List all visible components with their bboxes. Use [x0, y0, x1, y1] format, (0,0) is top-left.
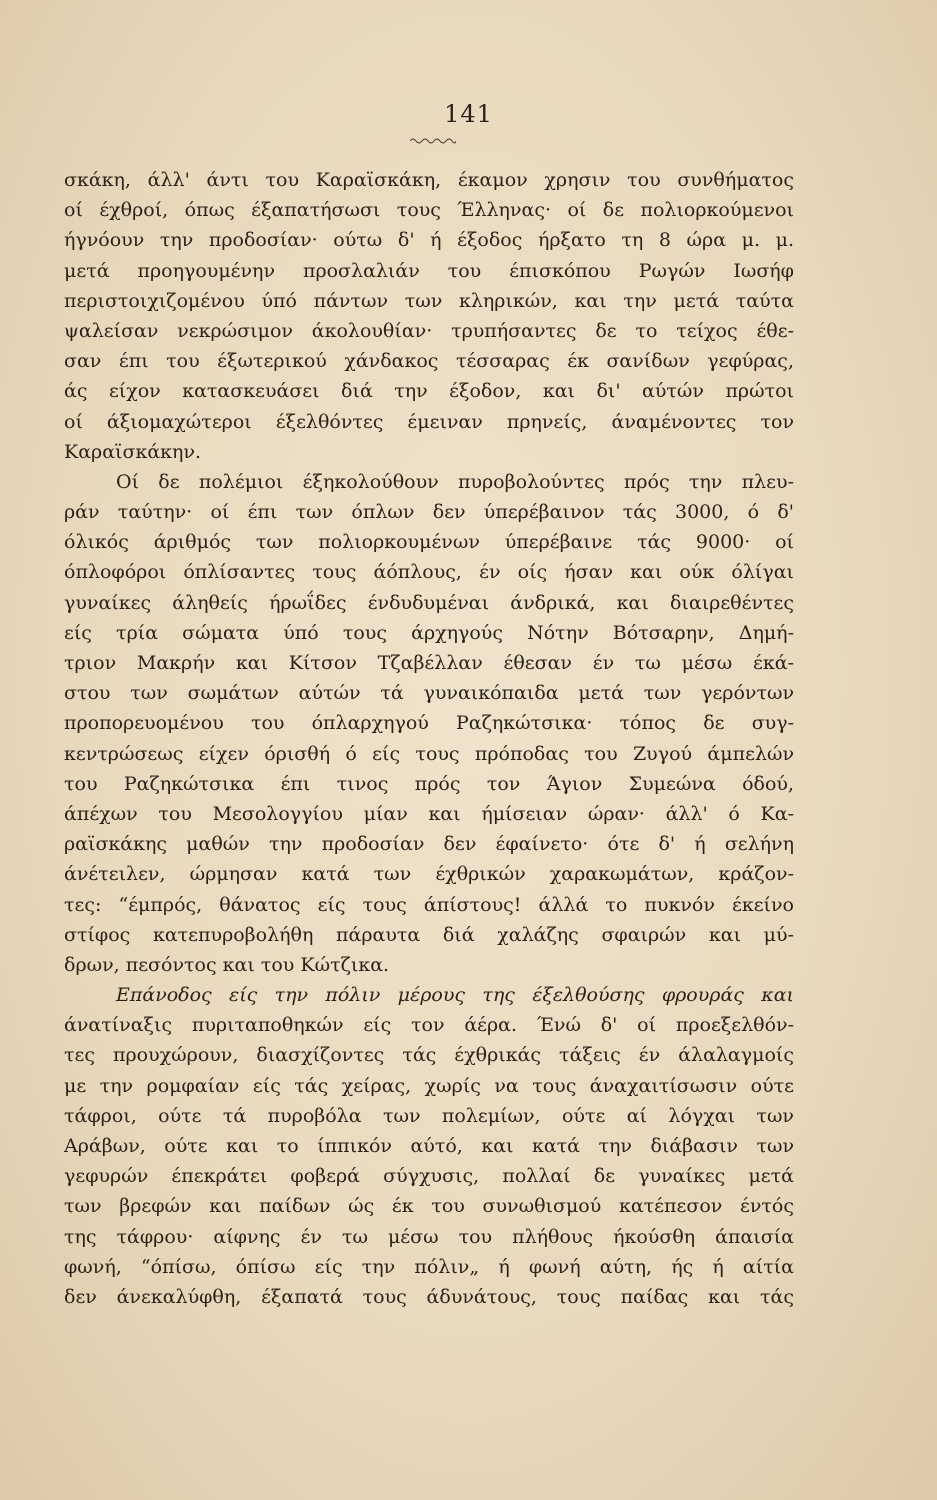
body-text	[64, 165, 794, 1312]
text-line: σκάκη, άλλ' άντι του Καραϊσκάκη, έκαμον χρησιν του συνθήματος	[64, 169, 794, 191]
text-line: τες προυχώρουν, διασχίζοντες τάς έχθρικάς τάξεις έν άλαλαγμοίς	[64, 1044, 794, 1067]
text-line: δεν άνεκαλύφθη, έξαπατά τους άδυνάτους, τους παίδας και τάς	[64, 1285, 794, 1308]
text-line: Καραϊσκάκην.	[64, 440, 201, 463]
text-line: τες: “έμπρός, θάνατος είς τους άπίστους! άλλά το πυκνόν έκείνο	[64, 893, 794, 916]
text-line: γεφυρών έπεκράτει φοβερά σύγχυσις, πολλαί δε γυναίκες μετά	[64, 1165, 794, 1188]
text-line: ράν ταύτην· οί έπι των όπλων δεν ύπερέβαινον τάς 3000, ό δ'	[64, 501, 794, 524]
text-line: προπορευομένου του όπλαρχηγού Ραζηκώτσικα· τόπος δε συγ-	[64, 712, 794, 735]
text-line: τριον Μακρήν και Κίτσον Τζαβέλλαν έθεσαν έν τω μέσω έκά-	[64, 652, 794, 674]
text-line: στου των σωμάτων αύτών τά γυναικόπαιδα μετά των γερόντων	[64, 682, 794, 705]
text-line: Αράβων, ούτε και το ίππικόν αύτό, και κατά την διάβασιν των	[64, 1135, 794, 1157]
text-line: της τάφρου· αίφνης έν τω μέσω του πλήθους ήκούσθη άπαισία	[64, 1225, 794, 1248]
text-line: ψαλείσαν νεκρώσιμον άκολουθίαν· τρυπήσαντες δε το τείχος έθε-	[64, 319, 794, 342]
text-line: των βρεφών και παίδων ώς έκ του συνωθισμού κατέπεσον έντός	[64, 1195, 794, 1218]
text-line: άπέχων του Μεσολογγίου μίαν και ήμίσειαν ώραν· άλλ' ό Κα-	[64, 802, 794, 825]
text-line: όλικός άριθμός των πολιορκουμένων ύπερέβαινε τάς 9000· οί	[64, 531, 794, 554]
text-line: στίφος κατεπυροβολήθη πάραυτα διά χαλάζης σφαιρών και μύ-	[64, 923, 794, 946]
text-line: Οί δε πολέμιοι έξηκολούθουν πυροβολούντες πρός την πλευ-	[116, 470, 794, 493]
text-line: με την ρομφαίαν είς τάς χείρας, χωρίς να τους άναχαιτίσωσιν ούτε	[64, 1074, 794, 1097]
text-line: ραϊσκάκης μαθών την προδοσίαν δεν έφαίνετο· ότε δ' ή σελήνη	[64, 833, 794, 856]
text-line: είς τρία σώματα ύπό τους άρχηγούς Νότην Βότσαρην, Δημή-	[64, 621, 794, 644]
text-line: Επάνοδος είς την πόλιν μέρους της έξελθούσης φρουράς και	[116, 984, 794, 1007]
text-line: δρων, πεσόντος και του Κώτζικα.	[64, 953, 390, 976]
text-line: όπλοφόροι όπλίσαντες τους άόπλους, έν οίς ήσαν και ούκ όλίγαι	[64, 561, 794, 584]
page-number: 141	[444, 100, 493, 128]
text-line: άνέτειλεν, ώρμησαν κατά των έχθρικών χαρακωμάτων, κράζον-	[64, 863, 794, 886]
text-line: άνατίναξις πυριταποθηκών είς τον άέρα. Ένώ δ' οί προεξελθόν-	[64, 1014, 794, 1037]
text-line: μετά προηγουμένην προσλαλιάν του έπισκόπου Ρωγών Ιωσήφ	[64, 259, 794, 282]
text-line: κεντρώσεως είχεν όρισθή ό είς τους πρόποδας του Ζυγού άμπελών	[64, 742, 794, 765]
text-line: τάφροι, ούτε τά πυροβόλα των πολεμίων, ούτε αί λόγχαι των	[64, 1104, 794, 1127]
text-line: του Ραζηκώτσικα έπι τινος πρός τον Άγιον Συμεώνα όδού,	[64, 772, 794, 795]
text-line: περιστοιχιζομένου ύπό πάντων των κληρικών, και την μετά ταύτα	[64, 289, 794, 312]
text-line: οί έχθροί, όπως έξαπατήσωσι τους Έλληνας· οί δε πολιορκούμενοι	[64, 199, 794, 222]
text-line: φωνή, “όπίσω, όπίσω είς την πόλιν„ ή φωνή αύτη, ής ή αίτία	[64, 1255, 794, 1278]
text-line: οί άξιομαχώτεροι έξελθόντες έμειναν πρηνείς, άναμένοντες τον	[64, 410, 794, 433]
wavy-rule-ornament	[410, 137, 456, 145]
text-line: ήγνόουν την προδοσίαν· ούτω δ' ή έξοδος ήρξατο τη 8 ώρα μ. μ.	[64, 229, 794, 252]
text-line: σαν έπι του έξωτερικού χάνδακος τέσσαρας έκ σανίδων γεφύρας,	[64, 350, 794, 373]
text-line: γυναίκες άληθείς ήρωΐδες ένδυδυμέναι άνδρικά, και διαιρεθέντες	[64, 591, 794, 614]
text-line: άς είχον κατασκευάσει διά την έξοδον, και δι' αύτών πρώτοι	[64, 380, 794, 403]
